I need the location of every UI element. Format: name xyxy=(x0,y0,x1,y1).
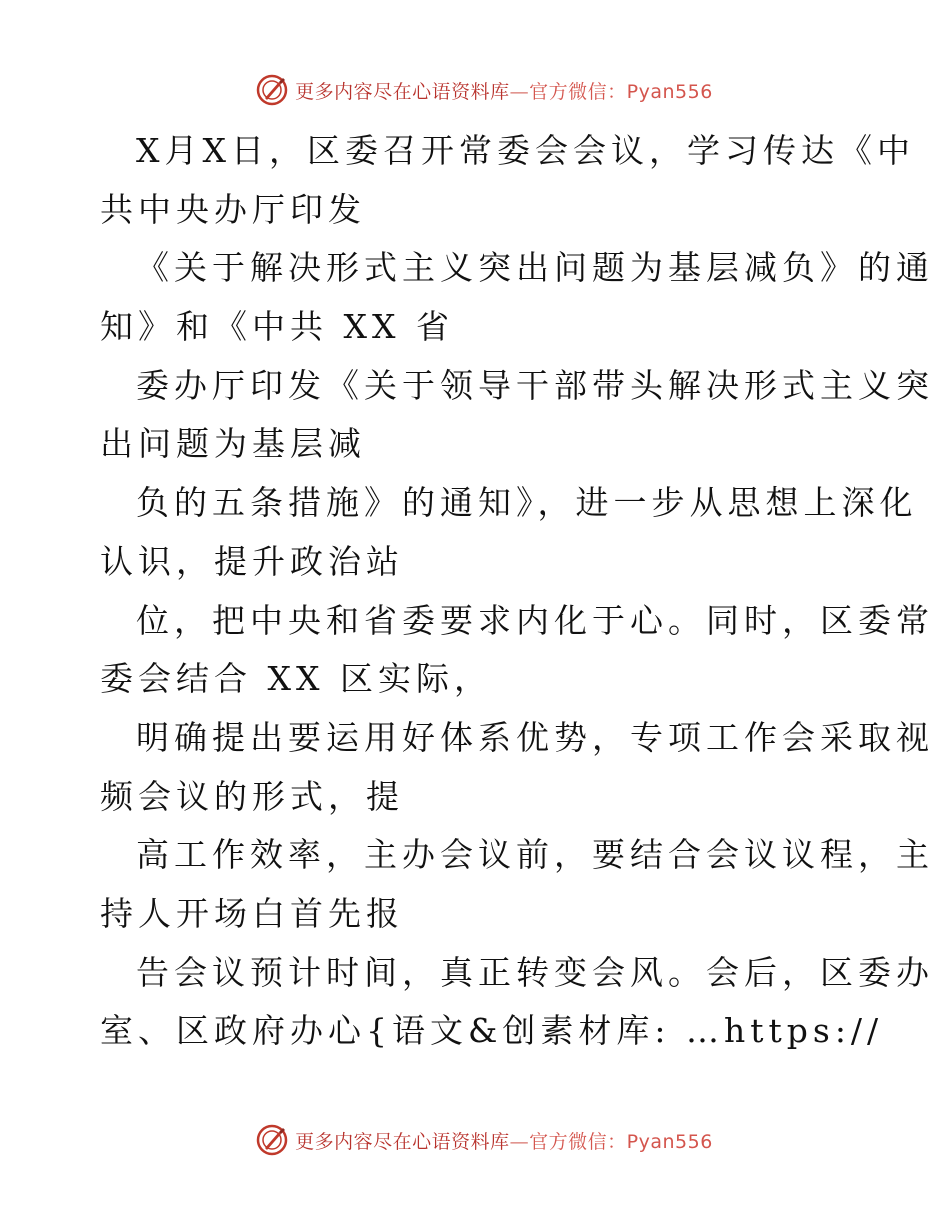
footer-wechat-text: 官方微信：Pyan556 xyxy=(529,1130,713,1153)
body-line: 委办厅印发《关于领导干部带头解决形式主义突 xyxy=(136,365,934,405)
quill-logo-icon xyxy=(255,1123,289,1157)
header-separator: — xyxy=(509,80,530,103)
body-line: 负的五条措施》的通知》，进一步从思想上深化 xyxy=(136,483,918,523)
quill-logo-icon xyxy=(255,73,289,107)
document-body xyxy=(100,122,934,1061)
footer-banner-content xyxy=(255,1123,713,1157)
body-line: 委会结合 XX 区实际， xyxy=(100,659,492,699)
body-line: 持人开场白首先报 xyxy=(100,893,404,933)
footer-banner-text xyxy=(295,1127,713,1154)
header-site-text: 更多内容尽在心语资料库 xyxy=(295,80,510,103)
body-line: 《关于解决形式主义突出问题为基层减负》的通 xyxy=(136,248,934,288)
footer-site-text: 更多内容尽在心语资料库 xyxy=(295,1130,510,1153)
body-line: 知》和《中共 XX 省 xyxy=(100,307,454,347)
body-line: 共中央办厅印发 xyxy=(100,189,366,229)
footer-separator: — xyxy=(509,1130,530,1153)
body-line: X月X日，区委召开常委会会议，学习传达《中 xyxy=(136,131,915,170)
header-banner xyxy=(0,70,950,110)
body-line: 出问题为基层减 xyxy=(100,424,366,464)
body-line: 认识，提升政治站 xyxy=(100,541,404,581)
header-banner-content xyxy=(255,73,713,107)
header-banner-text xyxy=(295,77,713,104)
body-line: 频会议的形式，提 xyxy=(100,776,404,816)
body-line: 高工作效率，主办会议前，要结合会议议程，主 xyxy=(136,835,934,875)
body-line: 位，把中央和省委要求内化于心。同时，区委常 xyxy=(136,600,934,640)
body-line: 明确提出要运用好体系优势，专项工作会采取视 xyxy=(136,717,934,757)
body-line: 告会议预计时间，真正转变会风。会后，区委办 xyxy=(136,952,934,992)
header-wechat-text: 官方微信：Pyan556 xyxy=(529,80,713,103)
footer-banner xyxy=(0,1120,950,1160)
body-line: 室、区政府办心{语文&创素材库: …https:// xyxy=(100,1011,884,1051)
